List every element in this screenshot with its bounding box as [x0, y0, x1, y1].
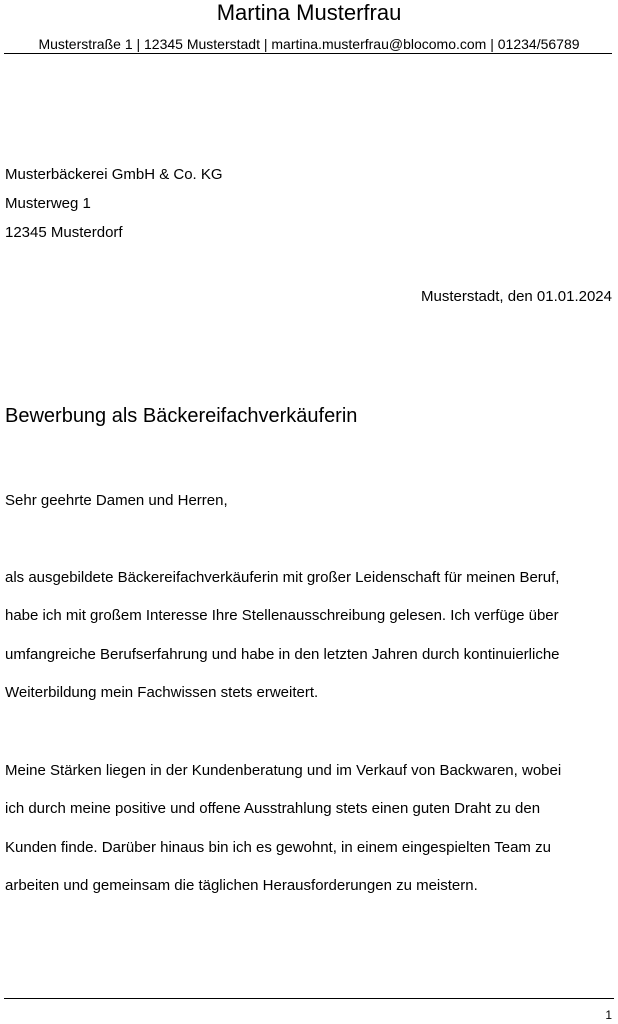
place-date: Musterstadt, den 01.01.2024 — [421, 288, 612, 305]
sender-name: Martina Musterfrau — [216, 0, 402, 25]
body-paragraph-1 — [5, 559, 617, 712]
letter-subject: Bewerbung als Bäckereifachverkäuferin — [5, 405, 358, 427]
paragraph-line: als ausgebildete Bäckereifachverkäuferin mit großer Leidenschaft für meinen Beruf, — [5, 569, 560, 586]
body-paragraph-2 — [5, 752, 617, 905]
recipient-street: Musterweg 1 — [5, 195, 91, 212]
paragraph-line: habe ich mit großem Interesse Ihre Stellenausschreibung gelesen. Ich verfüge über — [5, 607, 559, 625]
paragraph-line: Meine Stärken liegen in der Kundenberatung und im Verkauf von Backwaren, wobei — [5, 762, 562, 779]
paragraph-line: ich durch meine positive und offene Ausstrahlung stets einen guten Draht zu den — [5, 800, 541, 818]
paragraph-line: umfangreiche Berufserfahrung und habe in den letzten Jahren durch kontinuierliche — [5, 645, 560, 663]
salutation: Sehr geehrte Damen und Herren, — [5, 492, 228, 509]
footer-divider — [4, 998, 614, 999]
header-divider — [4, 53, 612, 54]
page-number: 1 — [605, 1008, 612, 1022]
recipient-address — [5, 160, 223, 247]
sender-contact-line: Musterstraße 1 | 12345 Musterstadt | martina.musterfrau@blocomo.com | 01234/56789 — [38, 36, 580, 52]
paragraph-line: Kunden finde. Darüber hinaus bin ich es gewohnt, in einem eingespielten Team zu — [5, 838, 551, 856]
recipient-city: 12345 Musterdorf — [5, 224, 123, 241]
recipient-company: Musterbäckerei GmbH & Co. KG — [5, 166, 223, 183]
paragraph-line: Weiterbildung mein Fachwissen stets erweitert. — [5, 683, 319, 701]
paragraph-line: arbeiten und gemeinsam die täglichen Herausforderungen zu meistern. — [5, 876, 478, 894]
